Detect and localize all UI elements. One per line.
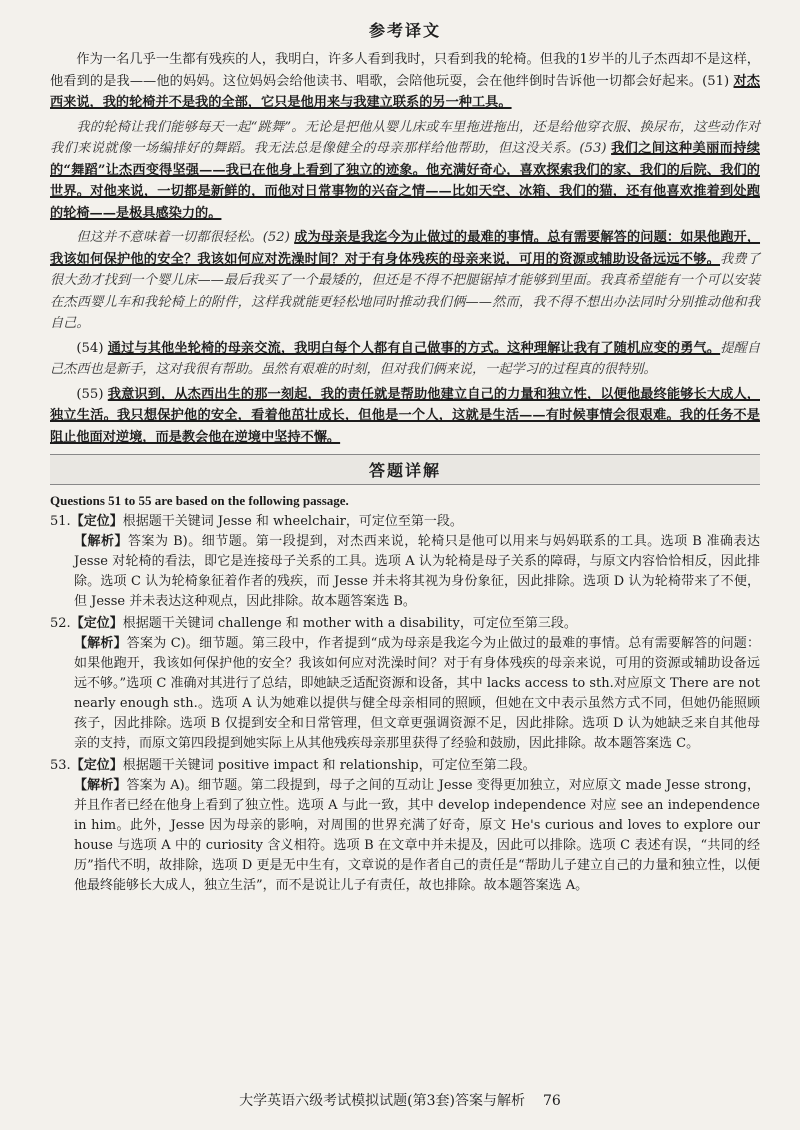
answers-title-bar [50, 454, 760, 485]
locate-line [50, 614, 760, 634]
answers-body [50, 512, 760, 896]
page-footer [0, 1090, 800, 1110]
analysis-block [50, 776, 760, 896]
locate-line [50, 512, 760, 532]
analysis-tag: 【解析】 [74, 778, 127, 793]
highlighted-sentence: 对杰西来说，我的轮椅并不是我的全部，它只是他用来与我建立联系的另一种工具。 [50, 73, 760, 110]
locate-text: 根据题干关键词 positive impact 和 relationship，可定位至第二段。 [122, 758, 536, 773]
answer-item [50, 614, 760, 754]
answer-item [50, 756, 760, 896]
translation-text: 但这并不意味着一切都很轻松。(52) [76, 230, 295, 245]
locate-tag: 【定位】 [70, 758, 123, 773]
page-number: 76 [543, 1093, 561, 1109]
locate-text: 根据题干关键词 challenge 和 mother with a disability，可定位至第三段。 [122, 616, 577, 631]
questions-intro: Questions 51 to 55 are based on the following passage. [50, 493, 349, 508]
locate-tag: 【定位】 [70, 514, 123, 529]
answers-title: 答题详解 [368, 461, 441, 480]
answer-item [50, 512, 760, 612]
translation-text: (54) [76, 340, 108, 356]
highlighted-sentence: 我意识到，从杰西出生的那一刻起，我的责任就是帮助他建立自己的力量和独立性，以便他最终能够长大成人，独立生活。我只想保护他的安全，看着他茁壮成长，但他是一个人，这就是生活——有时候事情会很艰难。我的任务不是阻止他面对逆境，而是教会他在逆境中坚持不懈。 [50, 386, 760, 445]
question-number: 52. [50, 616, 71, 631]
footer-text: 大学英语六级考试模拟试题(第3套)答案与解析 [239, 1093, 525, 1109]
translation-text: 提醒自己杰西也是新手，这对我很有帮助。虽然有艰难的时刻，但对我们俩来说，一起学习的过程真的很特别。 [50, 340, 761, 377]
analysis-text: 答案为 C)。细节题。第三段中，作者提到“成为母亲是我迄今为止做过的最难的事情。总有需要解答的问题：如果他跑开，我该如何保护他的安全？我该如何应对洗澡时间？对于有身体残疾的母亲来说，可用的资源或辅助设备远远不够。”选项 C 准确对其进行了总结，即她缺乏适配资源和设备，其中 lacks access to sth.对应原文 There are not nearly enough sth.。选项 A 认为她难以提供与健全母亲相同的照顾，但她在文中表示虽然方式不同，但她仍能照顾孩子，因此排除。选项 B 仅提到安全和日常管理，但文章更强调资源不足，因此排除。选项 D 认为她缺乏来自其他母亲的支持，而原文第四段提到她实际上从其他残疾母亲那里获得了经验和鼓励，因此排除。故本题答案选 C。 [74, 636, 760, 751]
highlighted-sentence: 我们之间这种美丽而持续的“舞蹈”让杰西变得坚强——我已在他身上看到了独立的迹象。他充满好奇心，喜欢探索我们的家、我们的后院、我们的世界。对他来说，一切都是新鲜的，而他对日常事物的兴奋之情——比如天空、冰箱、我们的猫，还有他喜欢推着到处跑的轮椅——是极具感染力的。 [50, 141, 760, 221]
translation-paragraph [50, 117, 760, 225]
analysis-text: 答案为 A)。细节题。第二段提到，母子之间的互动让 Jesse 变得更加独立，对应原文 made Jesse strong，并且作者已经在他身上看到了独立性。选项 A 与此一致，其中 develop independence 对应 see an independence in him。此外，Jesse 因为母亲的影响，对周围的世界充满了好奇，原文 He's curious and loves to explore our house 与选项 A 中的 curiosity 含义相符。选项 B 在文章中并未提及，因此可以排除。选项 C 表述有误，“共同的经历”指代不明，故排除，选项 D 更是无中生有，文章说的是作者自己的责任是“帮助儿子建立自己的力量和独立性，以便他最终能够长大成人，独立生活”，而不是说让儿子有责任，故也排除。故本题答案选 A。 [74, 778, 760, 893]
translation-paragraph [50, 49, 760, 114]
translation-text: 我的轮椅让我们能够每天一起“跳舞”。无论是把他从婴儿床或车里拖进拖出，还是给他穿衣服、换尿布，这些动作对我们来说就像一场编排好的舞蹈。我无法总是像健全的母亲那样给他帮助，但这没关系。(53) [50, 119, 760, 156]
analysis-block [50, 532, 760, 612]
analysis-tag: 【解析】 [74, 534, 128, 549]
question-number: 53. [50, 758, 71, 773]
translation-text: 我费了很大劲才找到一个婴儿床——最后我买了一个最矮的，但还是不得不把腿锯掉才能够到里面。我真希望能有一个可以安装在杰西婴儿车和我轮椅上的附件，这样我就能更轻松地同时推动我们俩——然而，我不得不想出办法同时分别推动他和我自己。 [50, 251, 761, 331]
question-number: 51. [50, 514, 71, 529]
highlighted-sentence: 通过与其他坐轮椅的母亲交流，我明白每个人都有自己做事的方式。这种理解让我有了随机应变的勇气。 [107, 340, 721, 356]
translation-text: (55) [76, 386, 108, 402]
locate-line [50, 756, 760, 776]
document-page [50, 18, 760, 898]
translation-paragraph [50, 338, 760, 381]
highlighted-sentence: 成为母亲是我迄今为止做过的最难的事情。总有需要解答的问题：如果他跑开，我该如何保护他的安全？我该如何应对洗澡时间？对于有身体残疾的母亲来说，可用的资源或辅助设备远远不够。 [50, 230, 761, 267]
analysis-text: 答案为 B)。细节题。第一段提到，对杰西来说，轮椅只是他可以用来与妈妈联系的工具。选项 B 准确表达 Jesse 对轮椅的看法，即它是连接母子关系的工具。选项 A 认为轮椅是母子关系的障碍，与原文内容恰恰相反，因此排除。选项 C 认为轮椅象征着作者的残疾，而 Jesse 并未将其视为身份象征，因此排除。选项 D 认为轮椅带来了不便，但 Jesse 并未表达这种观点，因此排除。故本题答案选 B。 [74, 534, 760, 609]
reference-translation-body [50, 49, 760, 448]
reference-translation-title: 参考译文 [368, 21, 441, 40]
locate-tag: 【定位】 [70, 616, 123, 631]
translation-paragraph [50, 384, 760, 449]
analysis-tag: 【解析】 [74, 636, 127, 651]
translation-text: 作为一名几乎一生都有残疾的人，我明白，许多人看到我时，只看到我的轮椅。但我的1岁半的儿子杰西却不是这样，他看到的是我——他的妈妈。这位妈妈会给他读书、唱歌，会陪他玩耍，会在他绊倒时告诉他一切都会好起来。(51) [50, 52, 760, 89]
translation-paragraph [50, 227, 760, 335]
locate-text: 根据题干关键词 Jesse 和 wheelchair，可定位至第一段。 [122, 514, 463, 529]
analysis-block [50, 634, 760, 754]
